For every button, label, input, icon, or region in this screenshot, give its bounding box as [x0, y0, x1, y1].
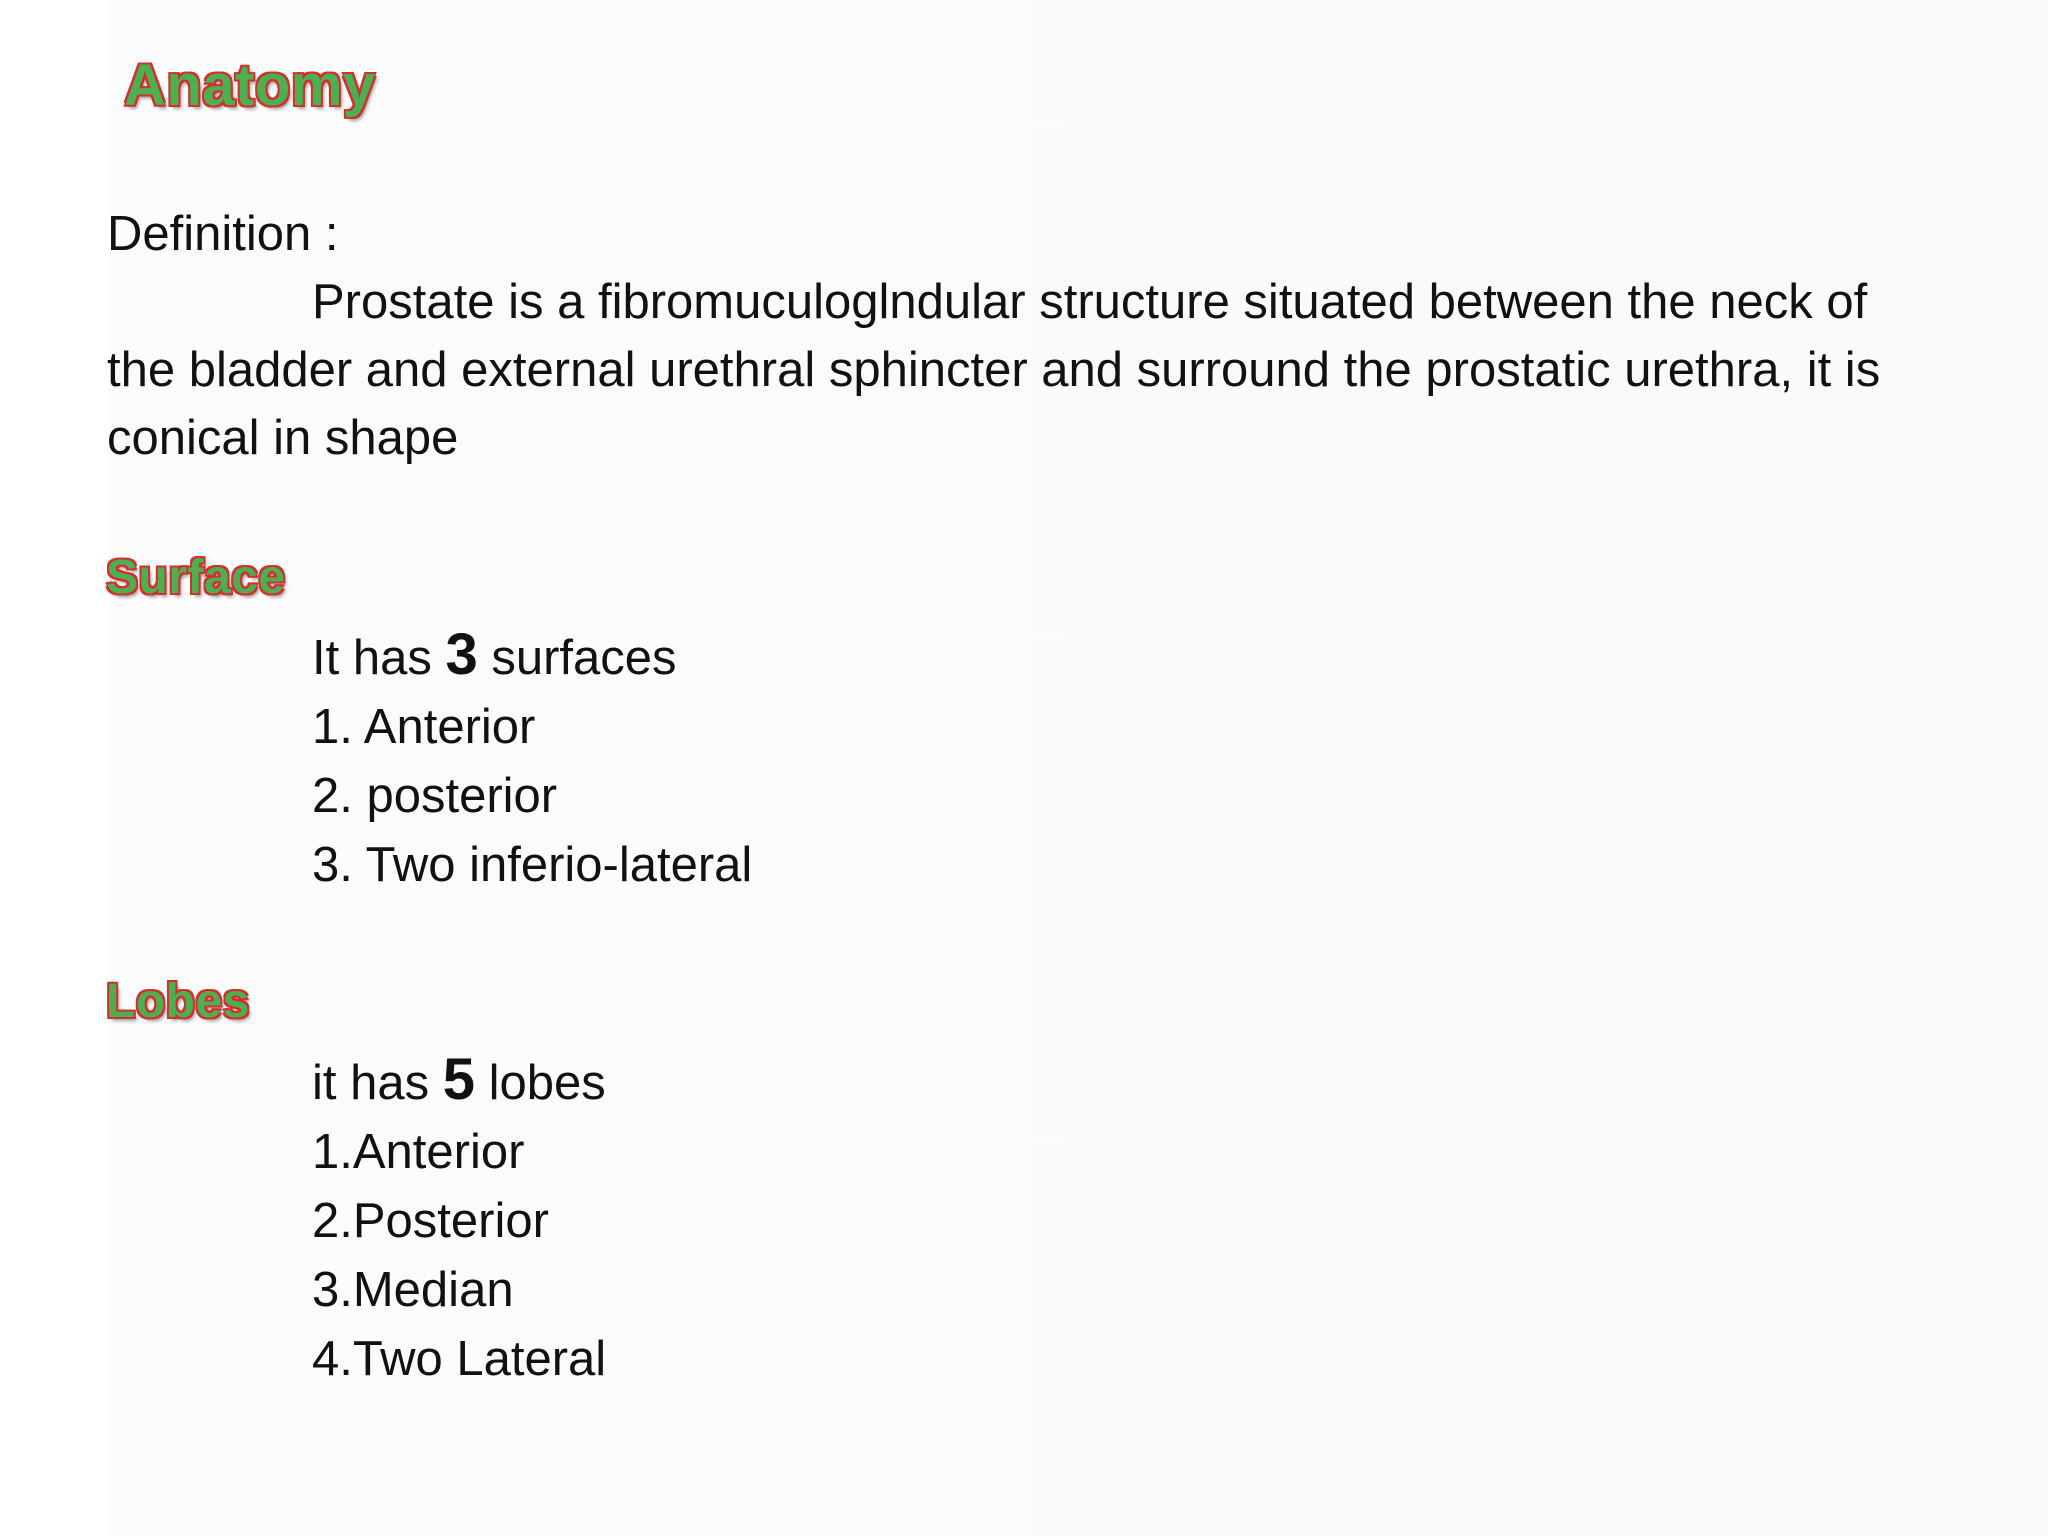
definition-line-3: conical in shape	[107, 411, 459, 465]
lobes-item: 3.Median	[312, 1263, 514, 1317]
surface-intro	[312, 620, 752, 693]
surface-count: 3	[445, 622, 478, 687]
definition-line-1: Prostate is a fibromuculoglndular structure situated between the neck of	[312, 275, 1868, 329]
lobes-item: 4.Two Lateral	[312, 1332, 607, 1386]
lobes-list	[312, 1045, 606, 1394]
lobes-intro-prefix: it has	[312, 1056, 443, 1110]
lobes-heading: Lobes	[106, 975, 250, 1028]
lobes-intro-suffix: lobes	[475, 1056, 606, 1110]
lobes-item: 2.Posterior	[312, 1194, 549, 1248]
surface-intro-suffix: surfaces	[477, 631, 677, 685]
lobes-intro	[312, 1045, 606, 1118]
definition-label: Definition :	[107, 207, 339, 261]
lobes-count: 5	[442, 1047, 475, 1112]
lobes-item: 1.Anterior	[312, 1125, 525, 1179]
surface-heading: Surface	[106, 551, 286, 604]
surface-item: 2. posterior	[312, 769, 558, 823]
page-title: Anatomy	[124, 53, 376, 118]
definition-line-2: the bladder and external urethral sphincter and surround the prostatic urethra, it is	[107, 343, 1881, 397]
surface-intro-prefix: It has	[312, 631, 446, 685]
surface-item: 1. Anterior	[312, 700, 536, 754]
surface-list	[312, 620, 752, 900]
surface-item: 3. Two inferio-lateral	[312, 838, 753, 892]
definition-body	[107, 268, 2047, 472]
